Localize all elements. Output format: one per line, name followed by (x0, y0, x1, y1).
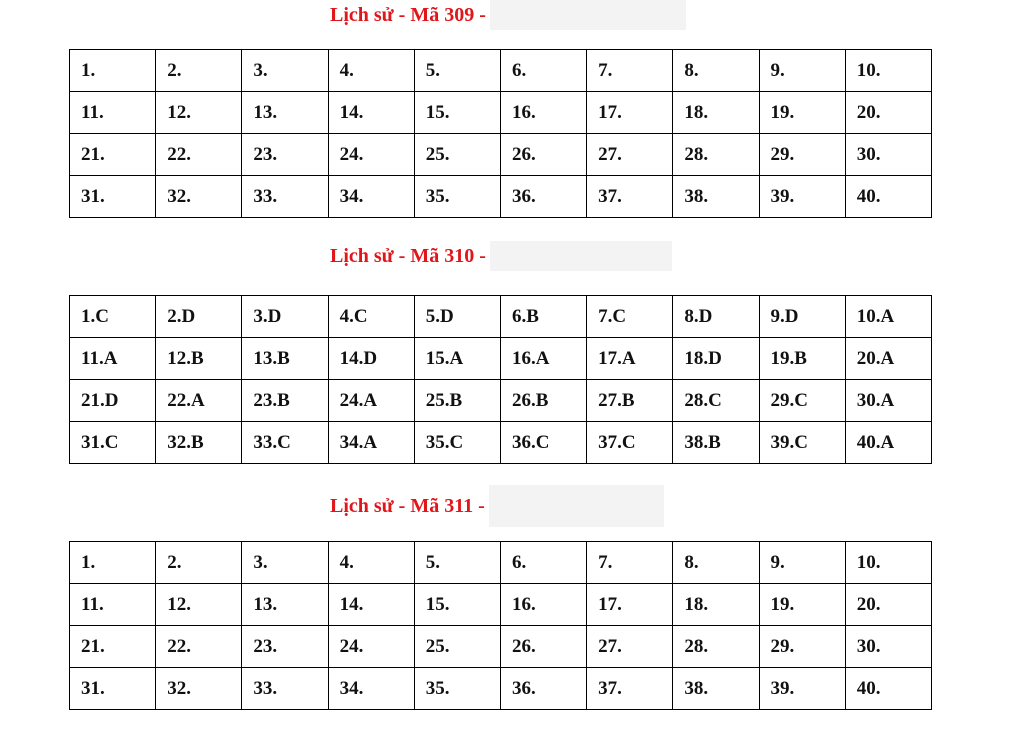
answer-cell: 27. (587, 626, 673, 668)
answer-cell: 32. (156, 176, 242, 218)
answer-cell: 31.C (70, 422, 156, 464)
answer-cell: 9.D (759, 296, 845, 338)
answer-cell: 33.C (242, 422, 328, 464)
answer-cell: 16. (500, 584, 586, 626)
answer-cell: 22. (156, 626, 242, 668)
answer-cell: 35.C (414, 422, 500, 464)
table-row (70, 668, 932, 710)
answer-cell: 30. (845, 134, 931, 176)
answer-cell: 36. (500, 668, 586, 710)
answer-cell: 18.D (673, 338, 759, 380)
answer-cell: 24.A (328, 380, 414, 422)
table-row (70, 92, 932, 134)
answer-cell: 2. (156, 542, 242, 584)
answer-cell: 39. (759, 668, 845, 710)
answer-cell: 27.B (587, 380, 673, 422)
answer-cell: 9. (759, 50, 845, 92)
answer-cell: 24. (328, 626, 414, 668)
answer-cell: 37. (587, 176, 673, 218)
answer-cell: 32.B (156, 422, 242, 464)
answer-cell: 19. (759, 584, 845, 626)
answer-cell: 7. (587, 542, 673, 584)
answer-cell: 20. (845, 584, 931, 626)
answer-cell: 13. (242, 92, 328, 134)
answer-cell: 37. (587, 668, 673, 710)
table-row (70, 542, 932, 584)
answer-cell: 38.B (673, 422, 759, 464)
answer-cell: 10. (845, 50, 931, 92)
answer-cell: 4.C (328, 296, 414, 338)
answer-cell: 31. (70, 668, 156, 710)
redacted-block (490, 241, 672, 271)
answer-cell: 40.A (845, 422, 931, 464)
answer-cell: 38. (673, 176, 759, 218)
answer-cell: 11. (70, 584, 156, 626)
answer-cell: 14. (328, 584, 414, 626)
redacted-block (490, 0, 686, 30)
answer-cell: 19.B (759, 338, 845, 380)
answer-cell: 25. (414, 626, 500, 668)
answer-cell: 33. (242, 176, 328, 218)
answer-cell: 3. (242, 50, 328, 92)
answer-cell: 26. (500, 626, 586, 668)
answer-cell: 8. (673, 542, 759, 584)
answer-cell: 1.C (70, 296, 156, 338)
answer-cell: 8. (673, 50, 759, 92)
answer-cell: 12.B (156, 338, 242, 380)
section-title-text: Lịch sử - Mã 311 - (330, 494, 485, 517)
table-row (70, 338, 932, 380)
answer-cell: 20.A (845, 338, 931, 380)
answer-cell: 32. (156, 668, 242, 710)
answer-cell: 25.B (414, 380, 500, 422)
answer-cell: 10. (845, 542, 931, 584)
section-title-311 (330, 491, 664, 521)
answer-cell: 20. (845, 92, 931, 134)
answer-cell: 28. (673, 626, 759, 668)
answer-cell: 25. (414, 134, 500, 176)
redacted-block (489, 485, 664, 527)
answer-cell: 16. (500, 92, 586, 134)
answer-cell: 22.A (156, 380, 242, 422)
answer-cell: 10.A (845, 296, 931, 338)
answer-cell: 6. (500, 542, 586, 584)
answer-cell: 29. (759, 626, 845, 668)
answer-cell: 27. (587, 134, 673, 176)
answer-cell: 23. (242, 134, 328, 176)
answer-table-311 (69, 541, 932, 710)
answer-cell: 7. (587, 50, 673, 92)
answer-cell: 6.B (500, 296, 586, 338)
answer-cell: 15.A (414, 338, 500, 380)
answer-cell: 31. (70, 176, 156, 218)
answer-cell: 1. (70, 542, 156, 584)
answer-cell: 23. (242, 626, 328, 668)
answer-cell: 17. (587, 584, 673, 626)
answer-cell: 29. (759, 134, 845, 176)
answer-table-309 (69, 49, 932, 218)
answer-cell: 4. (328, 542, 414, 584)
answer-cell: 7.C (587, 296, 673, 338)
answer-cell: 16.A (500, 338, 586, 380)
answer-table-310 (69, 295, 932, 464)
answer-cell: 35. (414, 176, 500, 218)
answer-cell: 14. (328, 92, 414, 134)
answer-cell: 18. (673, 584, 759, 626)
answer-cell: 3. (242, 542, 328, 584)
answer-cell: 36. (500, 176, 586, 218)
answer-cell: 28. (673, 134, 759, 176)
section-title-310 (330, 241, 672, 271)
answer-cell: 9. (759, 542, 845, 584)
answer-cell: 13. (242, 584, 328, 626)
answer-cell: 34. (328, 668, 414, 710)
answer-cell: 22. (156, 134, 242, 176)
table-row (70, 626, 932, 668)
answer-cell: 17. (587, 92, 673, 134)
answer-cell: 19. (759, 92, 845, 134)
answer-cell: 5. (414, 50, 500, 92)
answer-cell: 23.B (242, 380, 328, 422)
section-title-309 (330, 0, 686, 30)
answer-cell: 21.D (70, 380, 156, 422)
table-row (70, 380, 932, 422)
answer-cell: 37.C (587, 422, 673, 464)
section-title-text: Lịch sử - Mã 309 - (330, 3, 486, 26)
answer-cell: 2. (156, 50, 242, 92)
answer-cell: 3.D (242, 296, 328, 338)
answer-cell: 39.C (759, 422, 845, 464)
table-row (70, 134, 932, 176)
answer-cell: 26.B (500, 380, 586, 422)
answer-cell: 5.D (414, 296, 500, 338)
answer-cell: 18. (673, 92, 759, 134)
answer-cell: 35. (414, 668, 500, 710)
answer-cell: 24. (328, 134, 414, 176)
answer-cell: 29.C (759, 380, 845, 422)
answer-cell: 30.A (845, 380, 931, 422)
answer-cell: 1. (70, 50, 156, 92)
table-row (70, 584, 932, 626)
answer-cell: 11.A (70, 338, 156, 380)
answer-cell: 34. (328, 176, 414, 218)
answer-cell: 11. (70, 92, 156, 134)
answer-cell: 5. (414, 542, 500, 584)
answer-cell: 12. (156, 92, 242, 134)
answer-cell: 15. (414, 584, 500, 626)
answer-cell: 17.A (587, 338, 673, 380)
answer-cell: 28.C (673, 380, 759, 422)
answer-cell: 13.B (242, 338, 328, 380)
table-row (70, 176, 932, 218)
answer-cell: 15. (414, 92, 500, 134)
section-title-text: Lịch sử - Mã 310 - (330, 244, 486, 267)
answer-cell: 38. (673, 668, 759, 710)
answer-cell: 2.D (156, 296, 242, 338)
answer-cell: 6. (500, 50, 586, 92)
table-row (70, 296, 932, 338)
table-row (70, 50, 932, 92)
answer-cell: 4. (328, 50, 414, 92)
answer-cell: 21. (70, 626, 156, 668)
answer-cell: 21. (70, 134, 156, 176)
answer-cell: 40. (845, 668, 931, 710)
answer-cell: 39. (759, 176, 845, 218)
answer-cell: 36.C (500, 422, 586, 464)
answer-cell: 12. (156, 584, 242, 626)
table-row (70, 422, 932, 464)
answer-cell: 34.A (328, 422, 414, 464)
answer-cell: 40. (845, 176, 931, 218)
answer-cell: 14.D (328, 338, 414, 380)
answer-cell: 30. (845, 626, 931, 668)
answer-cell: 33. (242, 668, 328, 710)
answer-cell: 8.D (673, 296, 759, 338)
answer-cell: 26. (500, 134, 586, 176)
